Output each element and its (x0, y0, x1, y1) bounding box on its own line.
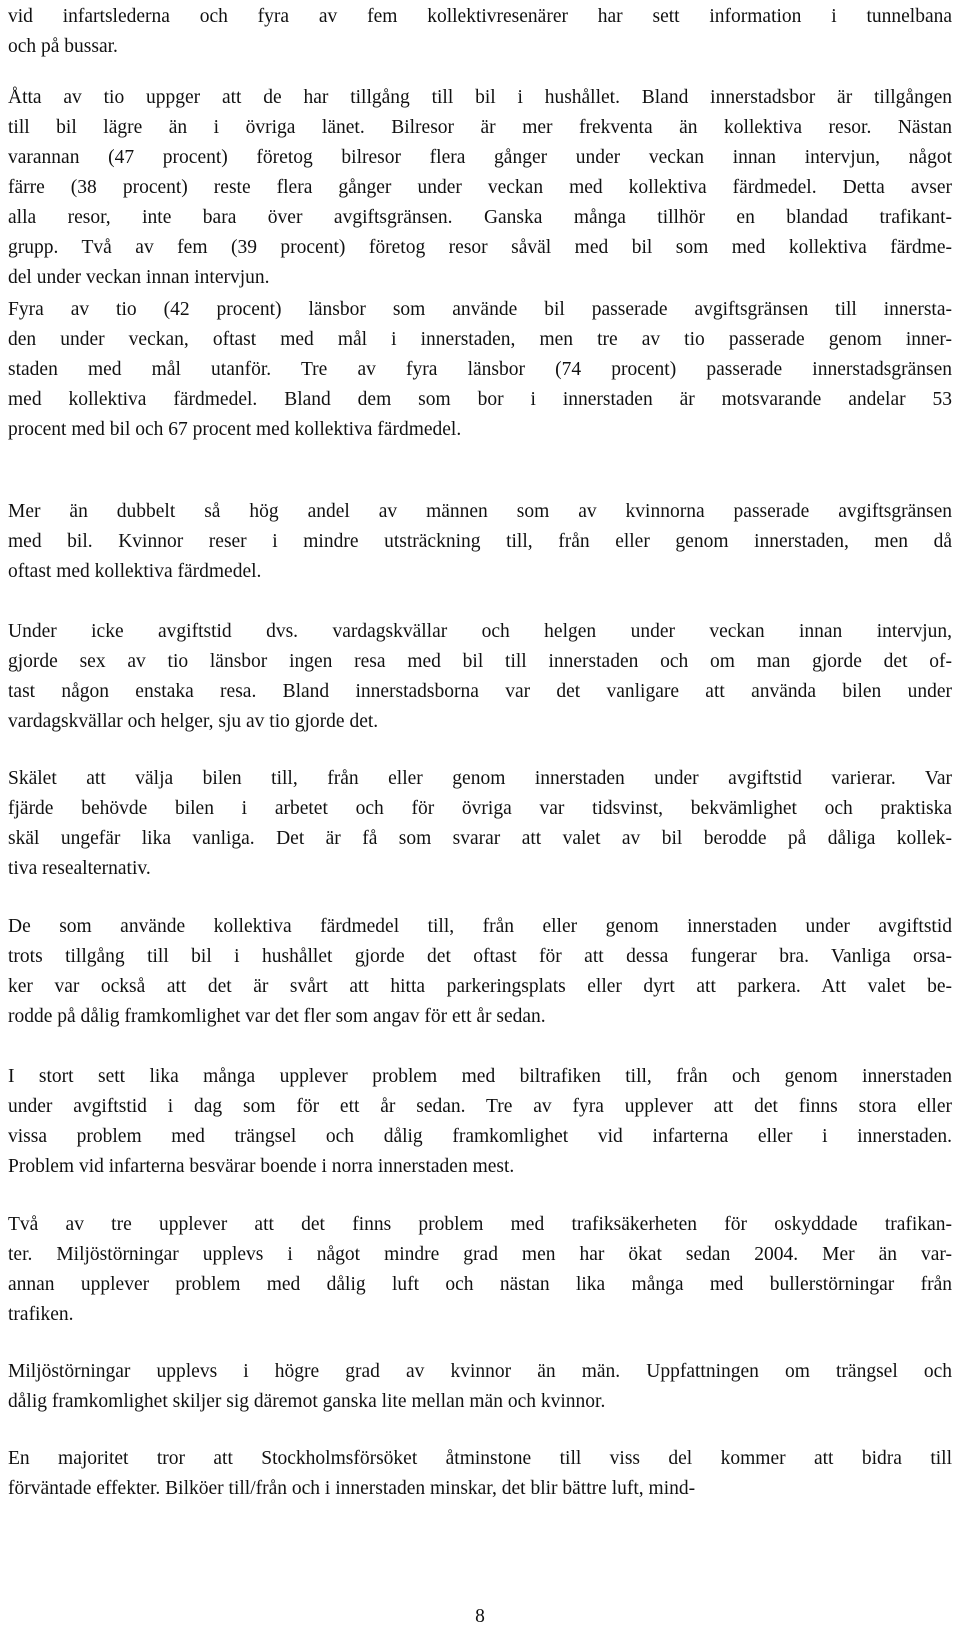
text-line: gjorde sex av tio länsbor ingen resa med bil till innerstaden och om man gjorde det of- (8, 651, 952, 672)
text-line: vid infartslederna och fyra av fem kollektivresenärer har sett information i tunnelbana (8, 6, 952, 27)
text-line: procent med bil och 67 procent med kollektiva färdmedel. (8, 419, 462, 440)
text-line: Under icke avgiftstid dvs. vardagskvällar och helgen under veckan innan intervjun, (8, 621, 952, 642)
text-line: förväntade effekter. Bilköer till/från och i innerstaden minskar, det blir bättre luft, mind- (8, 1478, 696, 1499)
text-line: Skälet att välja bilen till, från eller genom innerstaden under avgiftstid varierar. Var (8, 768, 952, 789)
paragraph-4 (8, 497, 952, 587)
text-line: tiva resealternativ. (8, 858, 151, 879)
text-line: Mer än dubbelt så hög andel av männen som av kvinnorna passerade avgiftsgränsen (8, 501, 952, 522)
text-line: vardagskvällar och helger, sju av tio gjorde det. (8, 711, 379, 732)
text-line: varannan (47 procent) företog bilresor flera gånger under veckan innan intervjun, något (8, 147, 952, 168)
text-line: grupp. Två av fem (39 procent) företog resor såväl med bil som med kollektiva färdme- (8, 237, 952, 258)
paragraph-5 (8, 617, 952, 737)
paragraph-1 (8, 2, 952, 62)
text-line: oftast med kollektiva färdmedel. (8, 561, 262, 582)
text-line: tast någon enstaka resa. Bland innerstadsborna var det vanligare att använda bilen under (8, 681, 952, 702)
text-line: till bil lägre än i övriga länet. Bilresor är mer frekventa än kollektiva resor. Nästan (8, 117, 952, 138)
text-line: under avgiftstid i dag som för ett år sedan. Tre av fyra upplever att det finns stora eller (8, 1096, 952, 1117)
text-line: trafiken. (8, 1304, 74, 1325)
paragraph-10 (8, 1357, 952, 1417)
text-line: ter. Miljöstörningar upplevs i något mindre grad men har ökat sedan 2004. Mer än var- (8, 1244, 952, 1265)
text-line: En majoritet tror att Stockholmsförsöket åtminstone till viss del kommer att bidra till (8, 1448, 952, 1469)
text-line: den under veckan, oftast med mål i innerstaden, men tre av tio passerade genom inner- (8, 329, 952, 350)
paragraph-7 (8, 912, 952, 1032)
paragraph-2 (8, 83, 952, 293)
text-line: De som använde kollektiva färdmedel till, från eller genom innerstaden under avgiftstid (8, 916, 952, 937)
text-line: färre (38 procent) reste flera gånger under veckan med kollektiva färdmedel. Detta avser (8, 177, 952, 198)
text-line: ker var också att det är svårt att hitta parkeringsplats eller dyrt att parkera. Att valet be- (8, 976, 952, 997)
text-line: trots tillgång till bil i hushållet gjorde det oftast för att dessa fungerar bra. Vanliga orsa- (8, 946, 952, 967)
paragraph-6 (8, 764, 952, 884)
text-line: I stort sett lika många upplever problem med biltrafiken till, från och genom innerstaden (8, 1066, 952, 1087)
text-line: Åtta av tio uppger att de har tillgång till bil i hushållet. Bland innerstadsbor är tillgången (8, 87, 952, 108)
text-line: vissa problem med trängsel och dålig framkomlighet vid infarterna eller i innerstaden. (8, 1126, 952, 1147)
text-line: och på bussar. (8, 36, 118, 57)
text-line: skäl ungefär lika vanliga. Det är få som svarar att valet av bil berodde på dåliga kollek- (8, 828, 952, 849)
text-line: annan upplever problem med dålig luft och nästan lika många med bullerstörningar från (8, 1274, 952, 1295)
text-line: del under veckan innan intervjun. (8, 267, 270, 288)
paragraph-3 (8, 295, 952, 445)
text-line: Miljöstörningar upplevs i högre grad av kvinnor än män. Uppfattningen om trängsel och (8, 1361, 952, 1382)
text-line: rodde på dålig framkomlighet var det fler som angav för ett år sedan. (8, 1006, 546, 1027)
text-line: dålig framkomlighet skiljer sig däremot ganska lite mellan män och kvinnor. (8, 1391, 606, 1412)
paragraph-11 (8, 1444, 952, 1504)
text-line: med kollektiva färdmedel. Bland dem som bor i innerstaden är motsvarande andelar 53 (8, 389, 952, 410)
text-line: Problem vid infarterna besvärar boende i norra innerstaden mest. (8, 1156, 515, 1177)
text-line: fjärde behövde bilen i arbetet och för övriga var tidsvinst, bekvämlighet och praktiska (8, 798, 952, 819)
text-line: staden med mål utanför. Tre av fyra länsbor (74 procent) passerade innerstadsgränsen (8, 359, 952, 380)
text-line: Två av tre upplever att det finns problem med trafiksäkerheten för oskyddade trafikan- (8, 1214, 952, 1235)
page-number: 8 (475, 1606, 485, 1627)
text-line: Fyra av tio (42 procent) länsbor som använde bil passerade avgiftsgränsen till innersta- (8, 299, 952, 320)
text-line: alla resor, inte bara över avgiftsgränsen. Ganska många tillhör en blandad trafikant- (8, 207, 952, 228)
paragraph-9 (8, 1210, 952, 1330)
text-line: med bil. Kvinnor reser i mindre utsträckning till, från eller genom innerstaden, men då (8, 531, 952, 552)
paragraph-8 (8, 1062, 952, 1182)
